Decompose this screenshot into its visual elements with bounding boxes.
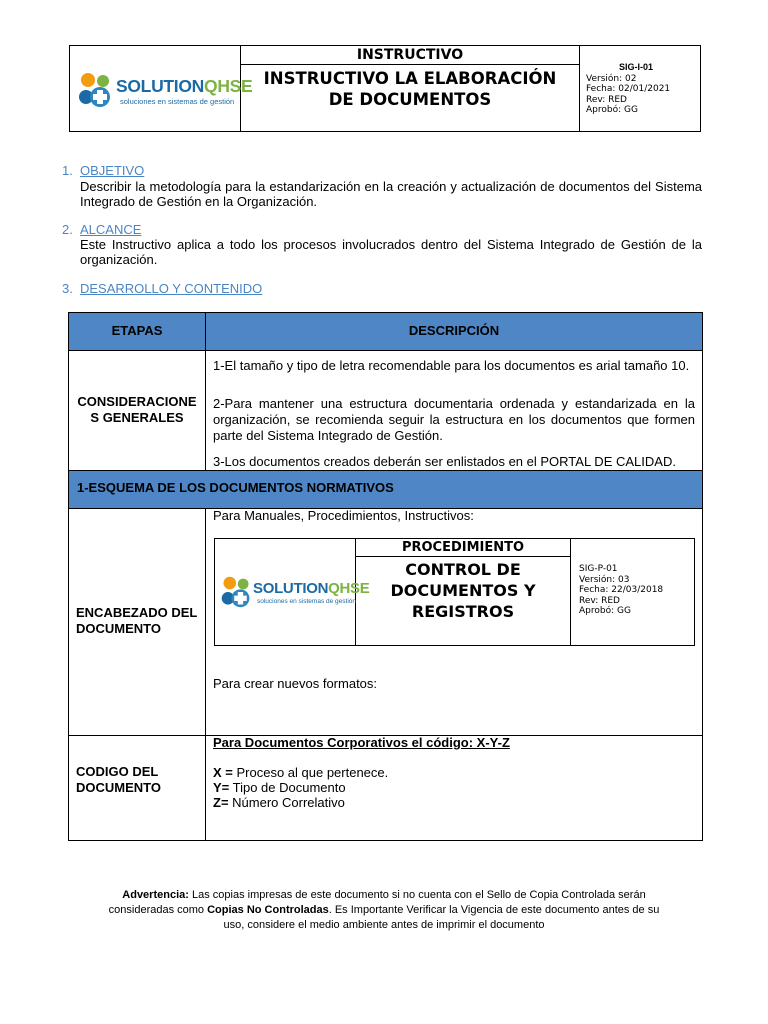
header-logo-cell: [70, 46, 253, 131]
document-header: [69, 45, 701, 132]
nuevos-formatos-label: Para crear nuevos formatos:: [213, 676, 378, 691]
section-body-alcance: Este Instructivo aplica a todo los procesos involucrados dentro del Sistema Integrado de Gestión de la organización.: [80, 237, 702, 267]
header-title-cell: [241, 46, 580, 131]
document-type: INSTRUCTIVO: [241, 46, 579, 65]
sample-title-cell: [356, 539, 571, 645]
sample-document-type: PROCEDIMIENTO: [356, 539, 570, 557]
column-header-descripcion: DESCRIPCIÓN: [408, 323, 500, 338]
row-label-encabezado: ENCABEZADO DEL DOCUMENTO: [76, 605, 198, 636]
sample-version: Versión: 03: [579, 574, 630, 585]
codigo-title: Para Documentos Corporativos el código: X-Y-Z: [213, 735, 510, 750]
sample-document-title: CONTROL DE DOCUMENTOS Y REGISTROS: [390, 560, 536, 621]
company-logo: [76, 70, 253, 110]
document-version: Versión: 02: [586, 73, 637, 84]
logo-tagline: soluciones en sistemas de gestión: [120, 97, 235, 106]
row-divider: [69, 350, 702, 351]
sample-rev: Rev: RED: [579, 595, 620, 606]
section-body-objetivo: Describir la metodología para la estandarización en la creación y actualización de documentos del Sistema Integrado de Gestión en la Organización.: [80, 179, 702, 209]
codigo-y-line: Y= Tipo de Documento: [213, 780, 346, 795]
section-title-desarrollo: 3. DESARROLLO Y CONTENIDO: [62, 281, 263, 296]
sample-meta-cell: [571, 539, 694, 645]
row-label-codigo: CODIGO DEL DOCUMENTO: [76, 764, 161, 795]
codigo-x-line: X = Proceso al que pertenece.: [213, 765, 389, 780]
sample-company-logo: [219, 574, 370, 610]
gears-logo-icon: [76, 70, 114, 110]
logo-tagline: soluciones en sistemas de gestión: [257, 598, 357, 605]
header-meta-cell: [580, 46, 700, 131]
document-title: INSTRUCTIVO LA ELABORACIÓN DE DOCUMENTOS: [263, 69, 557, 109]
consideracion-item-1: 1-El tamaño y tipo de letra recomendable para los documentos es arial tamaño 10.: [213, 358, 690, 373]
sample-date: Fecha: 22/03/2018: [579, 585, 664, 595]
document-code: SIG-I-01: [618, 62, 653, 72]
consideracion-item-2: 2-Para mantener una estructura documentaria ordenada y estandarizada en la organización, se recomienda seguir la estructura en los documentos que formen parte del Sistema Integrado de Gestión.: [213, 396, 695, 443]
column-header-etapas: ETAPAS: [111, 323, 163, 338]
codigo-z-line: Z= Número Correlativo: [213, 795, 345, 810]
sample-code: SIG-P-01: [579, 564, 618, 574]
column-divider: [205, 508, 206, 840]
consideracion-item-3: 3-Los documentos creados deberán ser enlistados en el PORTAL DE CALIDAD.: [213, 454, 676, 469]
document-rev: Rev: RED: [586, 94, 627, 105]
row-label-consideraciones: CONSIDERACIONE S GENERALES: [77, 394, 197, 425]
column-divider: [205, 313, 206, 470]
content-table: [68, 312, 703, 841]
document-approved: Aprobó: GG: [586, 105, 638, 115]
document-date: Fecha: 02/01/2021: [586, 84, 671, 94]
sample-approved: Aprobó: GG: [579, 606, 631, 616]
sample-document-header: [214, 538, 695, 646]
gears-logo-icon: [219, 574, 253, 610]
sample-logo-cell: [215, 539, 370, 645]
footer-warning: Advertencia: Las copias impresas de este documento si no cuenta con el Sello de Copia Controlada serán consideradas como Copias No Controladas. Es Importante Verificar la Vigencia de este documento antes de su uso, considere el medio ambiente antes de imprimir el documento: [108, 889, 660, 931]
section-header-esquema: 1-ESQUEMA DE LOS DOCUMENTOS NORMATIVOS: [77, 480, 394, 495]
logo-wordmark: SOLUTIONQHSE: [116, 76, 253, 96]
encabezado-intro: Para Manuales, Procedimientos, Instructivos:: [213, 508, 474, 523]
logo-wordmark: SOLUTIONQHSE: [253, 580, 370, 597]
section-title-objetivo: 1. OBJETIVO: [62, 163, 145, 178]
section-title-alcance: 2. ALCANCE: [62, 222, 142, 237]
row-divider: [69, 470, 702, 471]
